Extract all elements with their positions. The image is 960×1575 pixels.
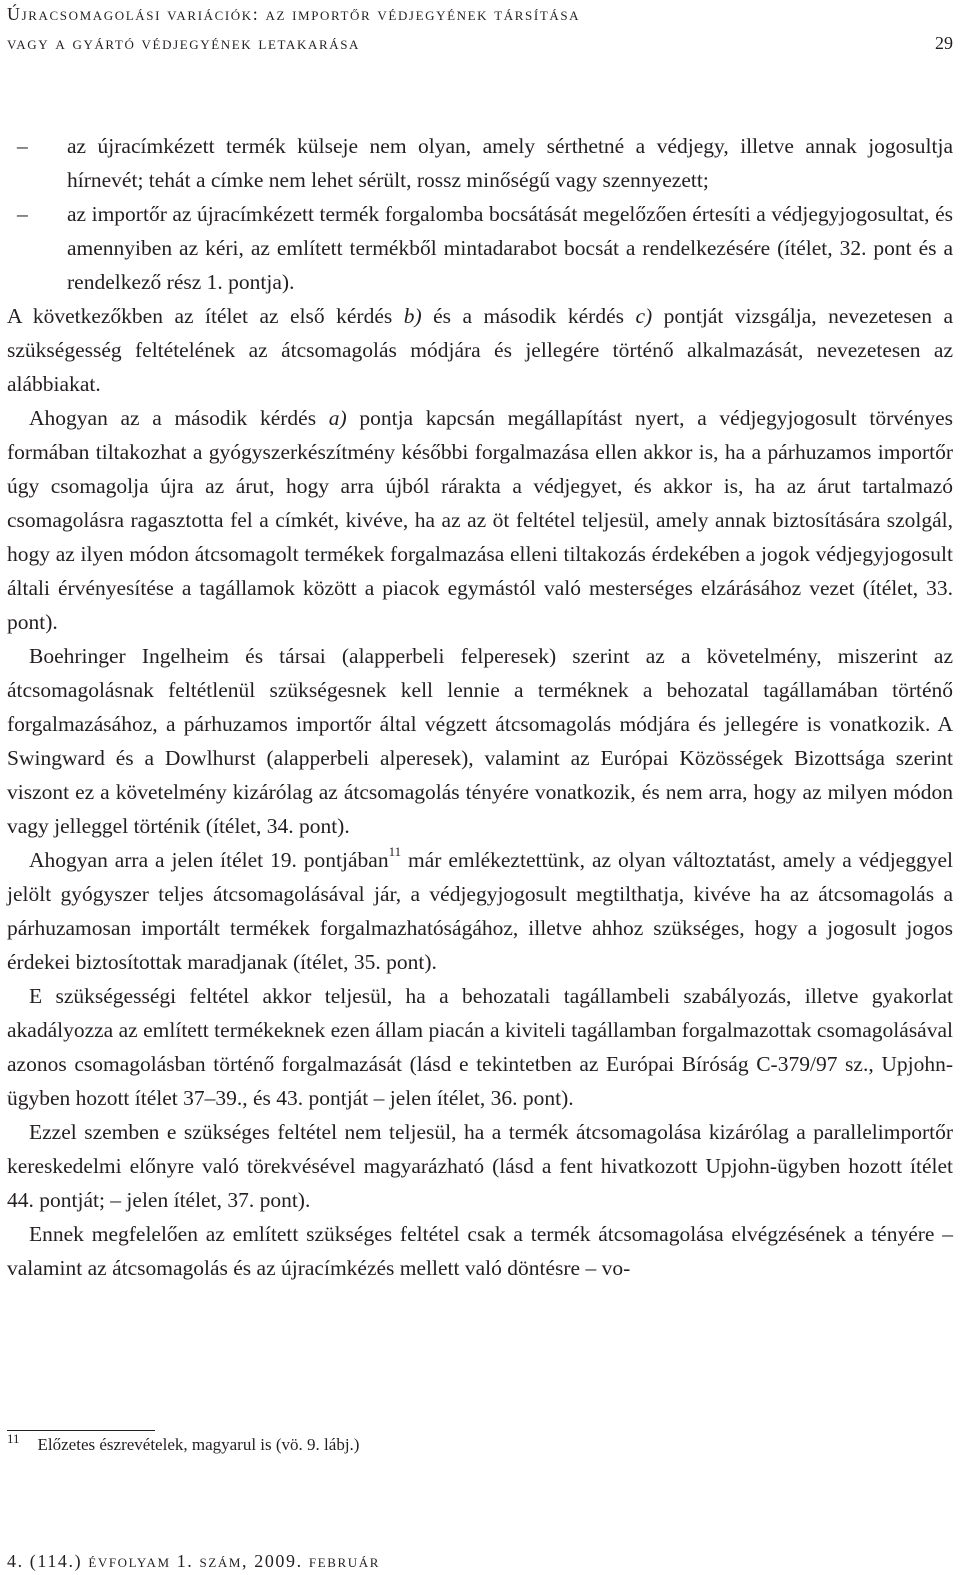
paragraph: Ennek megfelelően az említett szükséges feltétel csak a termék átcsomagolása elvégzésének a tényére – valamint az átcsomagolás és az újracímkézés mellett való döntésre – vo- <box>7 1222 953 1280</box>
running-header <box>7 0 953 58</box>
list-item <box>7 129 953 197</box>
running-head-line-2: vagy a gyártó védjegyének letakarása <box>7 33 361 53</box>
dash-bullet: – <box>17 134 28 158</box>
main-text <box>7 129 953 1285</box>
paragraph: Ahogyan az a második kérdés a) pontja kapcsán megállapítást nyert, a védjegyjogosult törvényes formában tiltakozhat a gyógyszerkészítmény későbbi forgalmazása ellen akkor is, ha a párhuzamos importőr úgy csomagolja újra az árut, hogy arra újból rárakta a védjegyet, és akkor is, ha az árut tartalmazó csomagolásra ragasztotta fel a címkét, kivéve, ha az az öt feltétel teljesül, amely annak biztosítására szolgál, hogy az ilyen módon átcsomagolt termékek forgalmazása elleni tiltakozás érdekében a jogok védjegyjogosult általi érvényesítése a tagállamok között a piacok egymástól való mesterséges elzárásához vezet (ítélet, 33. pont). <box>7 406 954 634</box>
paragraph: Boehringer Ingelheim és társai (alapperbeli felperesek) szerint az a követelmény, miszerint az átcsomagolásnak feltétlenül szükségesnek kell lennie a terméknek a behozatal tagállamában történő forgalmazásához, a párhuzamos importőr által végzett átcsomagolás módjára és jellegére is vonatkozik. A Swingward és a Dowlhurst (alapperbeli alperesek), valamint az Európai Közösségek Bizottsága szerint viszont ez a követelmény kizárólag az átcsomagolás tényére vonatkozik, és nem arra, hogy az milyen módon vagy jelleggel történik (ítélet, 34. pont). <box>7 644 953 838</box>
footnote-reference[interactable]: 11 <box>388 844 402 859</box>
list-item-text: az újracímkézett termék külseje nem olyan, amely sérthetné a védjegy, illetve annak jogosultja hírnevét; tehát a címke nem lehet sérült, rossz minőségű vagy szennyezett; <box>67 134 953 192</box>
paragraph: Ahogyan arra a jelen ítélet 19. pontjában$^{11}$ már emlékeztettünk, az olyan változtatást, amely a védjeggyel jelölt gyógyszer teljes átcsomagolásával jár, a védjegyjogosult megtilthatja, kivéve ha az átcsomagolás a párhuzamosan importált termékek forgalmazhatóságához, illetve ahhoz szükséges, hogy a jogosult jogos érdekei biztosítottak maradjanak (ítélet, 35. pont). <box>7 844 953 974</box>
paragraph: Ezzel szemben e szükséges feltétel nem teljesül, ha a termék átcsomagolása kizárólag a parallelimportőr kereskedelmi előnyre való törekvésével magyarázható (lásd a fent hivatkozott Upjohn-ügyben hozott ítélet 44. pontját; – jelen ítélet, 37. pont). <box>7 1120 953 1212</box>
paragraph: A következőkben az ítélet az első kérdés b) és a második kérdés c) pontját vizsgálja, nevezetesen a szükségesség feltételének az átcsomagolás módjára és jellegére történő alkalmazását, nevezetesen az alábbiakat. <box>7 304 953 396</box>
page-footer: 4. (114.) évfolyam 1. szám, 2009. február <box>7 1551 380 1571</box>
paragraph: E szükségességi feltétel akkor teljesül, ha a behozatali tagállambeli szabályozás, illetve gyakorlat akadályozza az említett termékeknek ezen állam piacán a kiviteli tagállamban forgalmazottak csomagolásával azonos csomagolásban történő forgalmazását (lásd e tekintetben az Európai Bíróság C-379/97 sz., Upjohn-ügyben hozott ítélet 37–39., és 43. pontját – jelen ítélet, 36. pont). <box>7 984 953 1110</box>
footnote-text: Előzetes észrevételek, magyarul is (vö. 9. lábj.) <box>37 1435 360 1454</box>
list-item-text: az importőr az újracímkézett termék forgalomba bocsátását megelőzően értesíti a védjegyjogosultat, és amennyiben az kéri, az említett termékből mintadarabot bocsát a rendelkezésére (ítélet, 32. pont és a rendelkező rész 1. pontja). <box>67 202 953 294</box>
page-number: 29 <box>935 33 953 53</box>
footnote-number: 11 <box>7 1431 20 1446</box>
dash-bullet: – <box>17 202 28 226</box>
footnote <box>7 1432 953 1459</box>
running-head-line-1: Újracsomagolási variációk: az importőr védjegyének társítása <box>7 4 581 24</box>
footnote-divider <box>7 1430 155 1431</box>
list-item <box>7 197 953 299</box>
